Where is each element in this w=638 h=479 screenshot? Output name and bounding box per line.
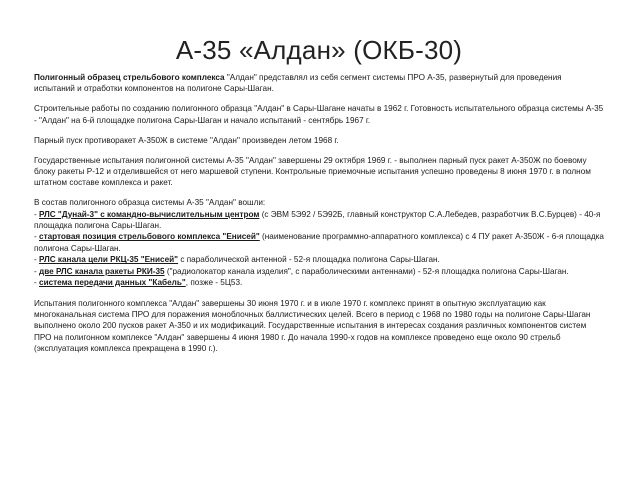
list-item (34, 277, 604, 288)
list-item-title: РЛС "Дунай-3" с командно-вычислительным центром (39, 209, 260, 219)
slide-body (34, 72, 604, 355)
list-item-text: , позже - 5Ц53. (185, 278, 243, 288)
paragraph-construction: Строительные работы по созданию полигонного образца "Алдан" в Сары-Шагане начаты в 1962 г. Готовность испытательного образца системы А-35 - "Алдан" на 6-й площадке полигона Сары-Шаган и начало испытаний - сентябрь 1967 г. (34, 104, 604, 125)
list-item-title: РЛС канала цели РКЦ-35 "Енисей" (39, 255, 179, 265)
list-item-prefix: - (34, 232, 40, 242)
paragraph-operation: Испытания полигонного комплекса "Алдан" завершены 30 июня 1970 г. и в июле 1970 г. комплекс принят в опытную эксплуатацию как многоканальная система ПРО для поражения моноблочных баллистических целей. Всего в период с 1968 по 1980 годы на полигоне Сары-Шаган выполнено около 200 пусков ракет А-350 и их модификаций. Государственные испытания в интересах создания различных компонентов систем ПРО на полигонном комплексе "Алдан" завершены 4 июня 1980 г. До начала 1990-х годов на комплексе проведено еще около 90 стрельб (эксплуатация комплекса прекращена в 1990 г.). (34, 298, 591, 354)
list-item-title: две РЛС канала ракеты РКИ-35 (39, 266, 165, 276)
paragraph-paired-launch: Парный пуск противоракет А-350Ж в системе "Алдан" произведен летом 1968 г. (34, 135, 339, 145)
list-item-text: с параболической антенной - 52-я площадка полигона Сары-Шаган. (178, 255, 440, 265)
list-item-title: стартовая позиция стрельбового комплекса "Енисей" (39, 232, 260, 242)
list-item-prefix: - (34, 278, 40, 288)
paragraph-intro (34, 72, 604, 95)
list-item-text: (наименование программно-аппаратного комплекса) с 4 ПУ ракет А-350Ж - 6-я площадка полигона Сары-Шаган. (34, 232, 604, 253)
composition-list (34, 209, 604, 289)
list-item-text: (с ЭВМ 5Э92 / 5Э92Б, главный конструктор С.А.Лебедев, разработчик В.С.Бурцев) - 40-я площадка полигона Сары-Шаган. (34, 209, 601, 231)
paragraph-state-tests: Государственные испытания полигонной системы А-35 "Алдан" завершены 29 октября 1969 г. - выполнен парный пуск ракет А-350Ж по боевому блоку ракеты Р-12 и отделившейся от него маршевой ступени. Контрольные приемочные испытания успешно проведены 8 июня 1970 г. в полном штатном составе комплекса и ракет. (34, 155, 591, 188)
list-item (34, 254, 604, 265)
list-item-prefix: - (34, 266, 40, 276)
list-item (34, 266, 604, 277)
composition-intro: В состав полигонного образца системы А-35 "Алдан" вошли: (34, 198, 266, 208)
list-item-prefix: - (34, 209, 40, 219)
list-item-prefix: - (34, 255, 40, 265)
list-item-text: ("радиолокатор канала изделия", с параболическими антеннами) - 52-я площадка полигона Сары-Шаган. (164, 266, 569, 276)
intro-bold-lead: Полигонный образец стрельбового комплекса (34, 73, 225, 82)
slide-title: А-35 «Алдан» (ОКБ-30) (175, 35, 463, 65)
list-item (34, 209, 604, 232)
list-item-title: система передачи данных "Кабель" (39, 278, 186, 288)
intro-text: "Алдан" представлял из себя сегмент системы ПРО А-35, развернутый для проведения испытаний и отработки компонентов на полигоне Сары-Шаган. (34, 73, 562, 94)
list-item (34, 231, 604, 254)
